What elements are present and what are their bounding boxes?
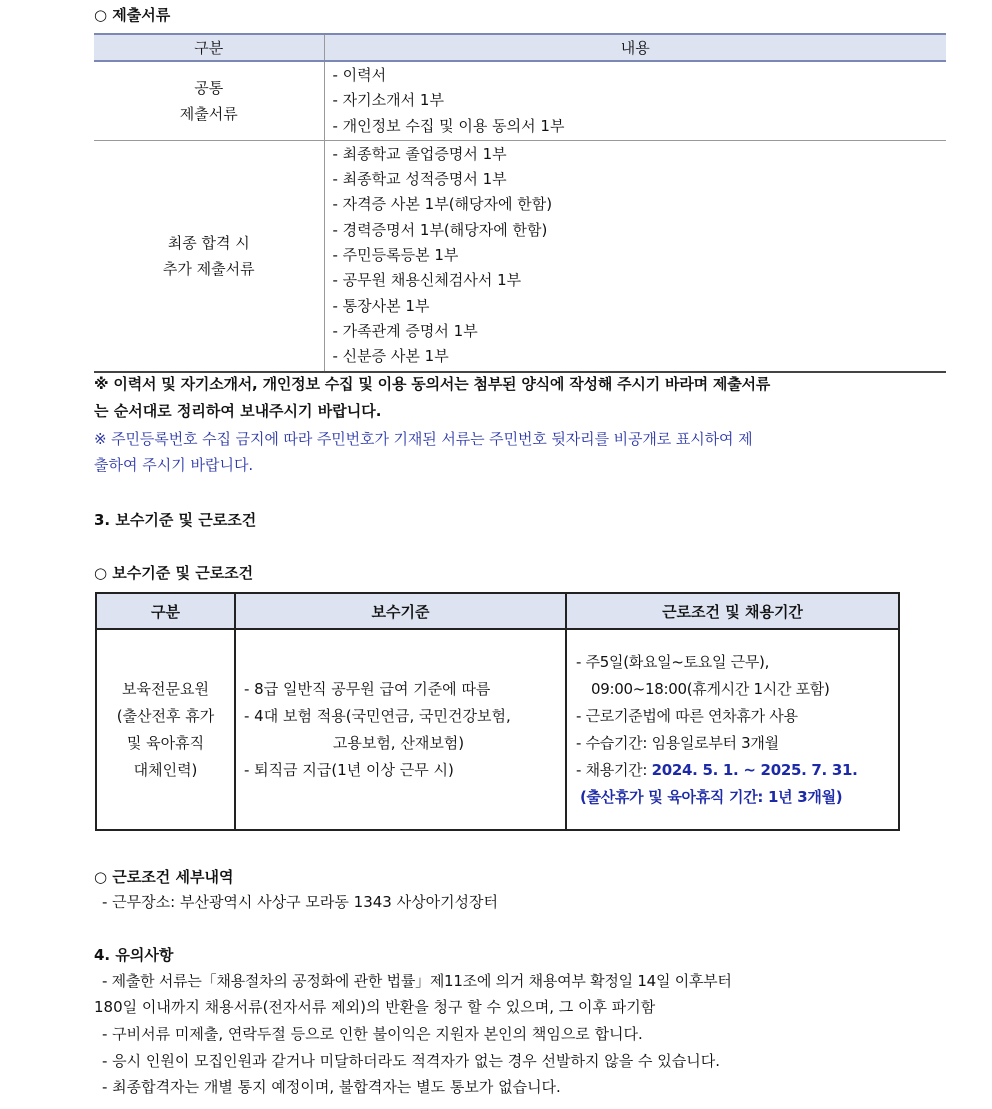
- position-line: 및 육아휴직: [126, 733, 205, 752]
- workplace-line: - 근무장소: 부산광역시 사상구 모라동 1343 사상아기성장터: [102, 893, 499, 911]
- row-category: [94, 61, 324, 140]
- notice-line: - 응시 인원이 모집인원과 같거나 미달하더라도 적격자가 없는 경우 선발하지 않을 수 있습니다.: [102, 1052, 721, 1070]
- table-row: [96, 629, 899, 830]
- documents-table: [94, 33, 946, 373]
- section3-subheading: ○ 보수기준 및 근로조건: [94, 564, 254, 582]
- category-line: 최종 합격 시: [167, 233, 250, 252]
- conditions-line: - 주5일(화요일~토요일 근무),: [576, 652, 770, 671]
- conditions-line: 09:00~18:00(휴게시간 1시간 포함): [591, 679, 830, 698]
- header-content: 내용: [324, 34, 946, 61]
- table-row: [94, 61, 946, 140]
- header-category: 구분: [94, 34, 324, 61]
- list-item: - 최종학교 졸업증명서 1부: [332, 144, 507, 163]
- position-line: 대체인력): [133, 760, 198, 779]
- header-pay: 보수기준: [235, 593, 566, 629]
- position-line: 보육전문요원: [122, 679, 209, 698]
- list-item: - 주민등록등본 1부: [332, 246, 459, 265]
- note-blue-line: 출하여 주시기 바랍니다.: [94, 456, 254, 474]
- note-bold-line: ※ 이력서 및 자기소개서, 개인정보 수집 및 이용 동의서는 첨부된 양식에 작성해 주시기 바라며 제출서류: [94, 375, 771, 393]
- documents-table-header: [94, 34, 946, 61]
- section4-title: 4. 유의사항: [94, 946, 174, 964]
- row-items: [324, 61, 946, 140]
- conditions-line: - 수습기간: 임용일로부터 3개월: [576, 733, 779, 752]
- leave-period: (출산휴가 및 육아휴직 기간: 1년 3개월): [580, 787, 843, 806]
- notice-line: 180일 이내까지 채용서류(전자서류 제외)의 반환을 청구 할 수 있으며, 그 이후 파기함: [94, 998, 656, 1016]
- position-line: (출산전후 휴가: [116, 706, 215, 725]
- pay-line: 고용보험, 산재보험): [332, 733, 465, 752]
- list-item: - 이력서: [332, 66, 387, 84]
- list-item: - 경력증명서 1부(해당자에 한함): [332, 220, 548, 239]
- header-conditions: 근로조건 및 채용기간: [566, 593, 899, 629]
- row-items: [324, 140, 946, 371]
- pay-table-header: [96, 593, 899, 629]
- pay-conditions-table: [95, 592, 900, 831]
- category-line: 추가 제출서류: [162, 259, 255, 278]
- conditions-line: - 근로기준법에 따른 연차휴가 사용: [576, 706, 798, 725]
- note-blue-line: ※ 주민등록번호 수집 금지에 따라 주민번호가 기재된 서류는 주민번호 뒷자리를 비공개로 표시하여 제: [94, 430, 753, 448]
- conditions-line: [576, 757, 898, 784]
- detail-heading: ○ 근로조건 세부내역: [94, 868, 234, 886]
- period-label: - 채용기간:: [576, 760, 652, 779]
- pay-cell: [235, 629, 566, 830]
- conditions-cell: [566, 629, 899, 830]
- employment-period: 2024. 5. 1. ~ 2025. 7. 31.: [651, 760, 858, 779]
- list-item: - 자기소개서 1부: [332, 91, 444, 110]
- list-item: - 개인정보 수집 및 이용 동의서 1부: [332, 116, 565, 135]
- list-item: - 자격증 사본 1부(해당자에 한함): [332, 195, 553, 214]
- list-item: - 통장사본 1부: [332, 296, 430, 315]
- category-line: 공통: [194, 78, 224, 97]
- list-item: - 최종학교 성적증명서 1부: [332, 170, 507, 189]
- pay-line: - 퇴직금 지급(1년 이상 근무 시): [244, 760, 454, 779]
- list-item: - 신분증 사본 1부: [332, 347, 449, 366]
- note-bold-line: 는 순서대로 정리하여 보내주시기 바랍니다.: [94, 402, 382, 420]
- category-line: 제출서류: [179, 104, 238, 123]
- header-category: 구분: [96, 593, 235, 629]
- pay-line: - 8급 일반직 공무원 급여 기준에 따름: [244, 679, 491, 698]
- position-cell: [96, 629, 235, 830]
- table-row: [94, 140, 946, 371]
- section3-title: 3. 보수기준 및 근로조건: [94, 511, 257, 529]
- list-item: - 공무원 채용신체검사서 1부: [332, 271, 522, 290]
- notice-line: - 구비서류 미제출, 연락두절 등으로 인한 불이익은 지원자 본인의 책임으로 합니다.: [102, 1025, 643, 1043]
- list-item: - 가족관계 증명서 1부: [332, 321, 478, 340]
- docs-heading: ○ 제출서류: [94, 6, 171, 24]
- notice-line: - 제출한 서류는「채용절차의 공정화에 관한 법률」제11조에 의거 채용여부 확정일 14일 이후부터: [102, 972, 732, 990]
- row-category: [94, 140, 324, 371]
- notice-line: - 최종합격자는 개별 통지 예정이며, 불합격자는 별도 통보가 없습니다.: [102, 1078, 561, 1096]
- pay-line: - 4대 보험 적용(국민연금, 국민건강보험,: [244, 706, 511, 725]
